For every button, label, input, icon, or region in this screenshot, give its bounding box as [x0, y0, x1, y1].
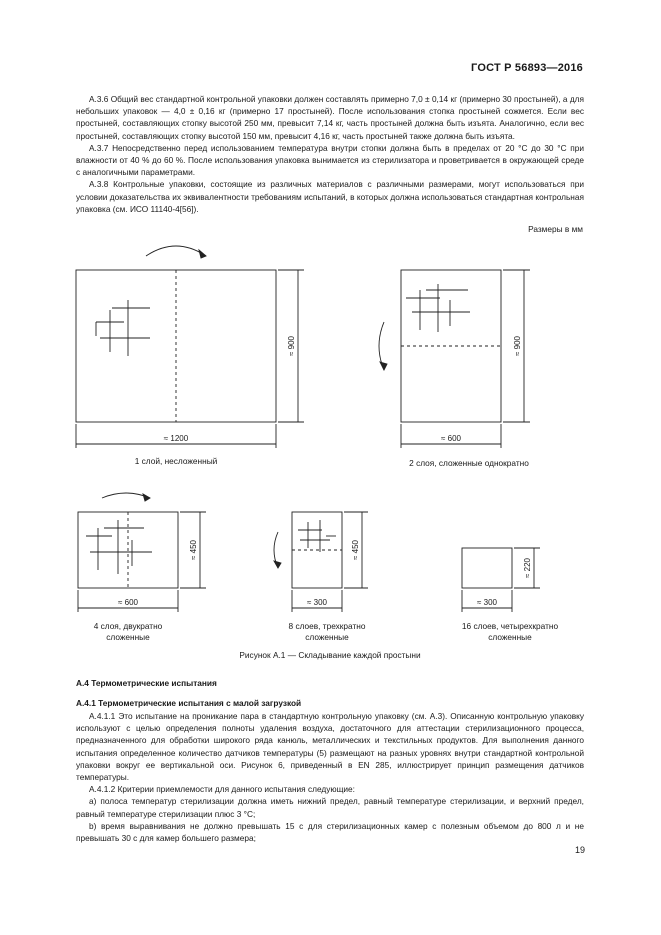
sheet-16-layers [462, 548, 512, 588]
label-4-layers-line2: сложенные [106, 632, 150, 642]
dim-900-a: ≈ 900 [287, 336, 296, 356]
criterion-b: b) время выравнивания не должно превышать 15 с для стерилизационных камер с полезным объемом до 800 л и не превышать 30 с для камер большего размера; [76, 820, 584, 844]
dim-900-b: ≈ 900 [513, 336, 522, 356]
page-number: 19 [574, 845, 585, 855]
marks-1 [96, 300, 150, 356]
sheet-1-layer [76, 270, 276, 422]
figure-caption: Рисунок А.1 — Складывание каждой простыни [239, 650, 421, 660]
paragraph-a411: А.4.1.1 Это испытание на проникание пара в стандартную контрольную упаковку (см. А.3). Описанную контрольную упаковку используют с целью определения полноты удаления воздуха, достаточного для аттестации стерилизационного процесса, предназначенного для обработки широкого ряда канюль, металлических и текстильных продуктов. Для выполнения данного испытания определенное количество датчиков температуры (5) размещают на разных уровнях внутри стандартной контрольной упаковки вокруг ее вертикальной оси. Рисунок 6, приведенный в EN 285, иллюстрирует принцип размещения датчиков температуры. [76, 711, 584, 783]
label-8-layers-line1: 8 слоев, трехкратно [288, 621, 366, 631]
section-a4-body [76, 710, 584, 844]
criterion-a: а) полоса температур стерилизации должна иметь нижний предел, равный температуре стерилизации, и верхний предел, равный температуре стерилизации плюс 3 °С; [76, 796, 584, 819]
dim-600-a: ≈ 600 [441, 434, 461, 443]
label-2-layers: 2 слоя, сложенные однократно [409, 458, 529, 468]
paragraph-a412: А.4.1.2 Критерии приемлемости для данного испытания следующие: [89, 784, 355, 795]
fold-arrow-1 [146, 246, 206, 256]
dim-450-a: ≈ 450 [189, 540, 198, 560]
dim-300-b: ≈ 300 [477, 598, 497, 607]
label-8-layers-line2: сложенные [305, 632, 349, 642]
marks-4 [298, 520, 336, 552]
section-a4-title: А.4 Термометрические испытания [76, 678, 217, 688]
dim-300-a: ≈ 300 [307, 598, 327, 607]
label-1-layer: 1 слой, несложенный [134, 456, 218, 466]
dim-220: ≈ 220 [523, 558, 532, 578]
label-8-layers [262, 621, 392, 643]
dim-1200: ≈ 1200 [163, 434, 189, 443]
section-a41-title: А.4.1 Термометрические испытания с малой загрузкой [76, 698, 302, 708]
paragraph-a36-text: А.3.6 Общий вес стандартной контрольной упаковки должен составлять примерно 7,0 ± 0,14 кг (примерно 30 простыней), а для небольших упаковок — 4,0 ± 0,16 кг (примерно 17 простыней). После использования стопка простыней сожмется. Если вес простыней, составляющих стопку высотой 250 мм, превысит 7,14 кг, часть простыней должна быть изъята. Аналогично, если вес простыней, составляющих стопку высотой 150 мм, превысит 4,16 кг, часть простыней также должна быть изъята. [76, 94, 584, 141]
dim-600-b: ≈ 600 [118, 598, 138, 607]
paragraph-a37-text: А.3.7 Непосредственно перед использованием температура внутри стопки должна быть в пределах от 20 °С до 30 °С при влажности от 40 % до 60 %. После использования упаковка вынимается из стерилизатора и проветривается в окружающей среде с аналогичными параметрами. [76, 142, 584, 178]
paragraph-a38-text: А.3.8 Контрольные упаковки, состоящие из различных материалов с различными размерами, могут использоваться при условии доказательства их эквивалентности требованиям испытаний, в которых должна использоваться стандартная контрольная упаковка (см. ИСО 11140-4[56]). [76, 179, 584, 214]
label-4-layers-line1: 4 слоя, двукратно [93, 621, 163, 631]
units-note: Размеры в мм [528, 224, 583, 234]
label-16-layers [440, 621, 580, 643]
label-4-layers [68, 621, 188, 643]
marks-2 [406, 284, 470, 332]
label-16-layers-line2: сложенные [488, 632, 532, 642]
marks-3 [86, 520, 152, 574]
document-code: ГОСТ Р 56893—2016 [471, 62, 583, 74]
label-16-layers-line1: 16 слоев, четырехкратно [461, 621, 559, 631]
dim-450-b: ≈ 450 [351, 540, 360, 560]
